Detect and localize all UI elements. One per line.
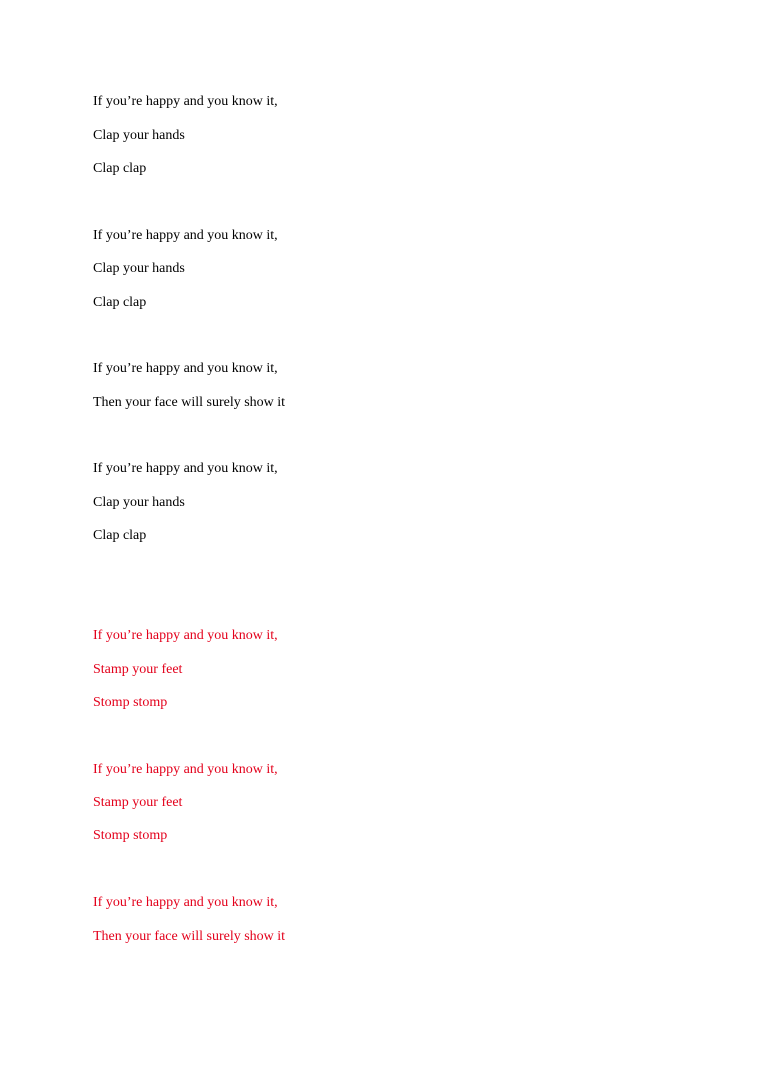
verse-2-line-2: Clap your hands	[93, 261, 185, 276]
verse-1-line-3: Clap clap	[93, 161, 147, 176]
verse-6-line-3: Stomp stomp	[93, 828, 168, 843]
verse-4-line-2: Clap your hands	[93, 495, 185, 510]
verse-5-line-1: If you’re happy and you know it,	[93, 628, 278, 643]
verse-7-line-2: Then your face will surely show it	[93, 929, 286, 944]
verse-5-line-3: Stomp stomp	[93, 695, 168, 710]
verse-2-line-3: Clap clap	[93, 295, 147, 310]
verse-3-line-1: If you’re happy and you know it,	[93, 361, 278, 376]
verse-7-line-1: If you’re happy and you know it,	[93, 895, 278, 910]
verse-4-line-3: Clap clap	[93, 528, 147, 543]
verse-5-line-2: Stamp your feet	[93, 662, 183, 677]
verse-1-line-2: Clap your hands	[93, 128, 185, 143]
verse-2-line-1: If you’re happy and you know it,	[93, 228, 278, 243]
verse-6-line-2: Stamp your feet	[93, 795, 183, 810]
verse-4-line-1: If you’re happy and you know it,	[93, 461, 278, 476]
verse-1-line-1: If you’re happy and you know it,	[93, 94, 278, 109]
verse-3-line-2: Then your face will surely show it	[93, 395, 286, 410]
verse-6-line-1: If you’re happy and you know it,	[93, 762, 278, 777]
